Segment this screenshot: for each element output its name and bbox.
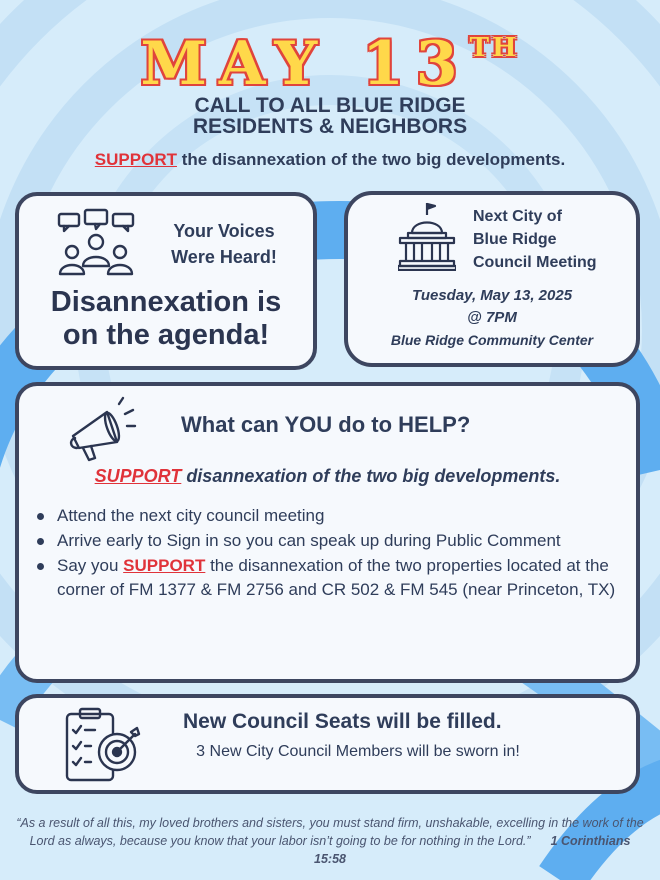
- help-heading: What can YOU do to HELP?: [181, 412, 471, 437]
- call-line-1: CALL TO ALL BLUE RIDGE: [194, 94, 466, 117]
- meeting-heading: [473, 205, 633, 274]
- call-to-residents: [0, 95, 660, 137]
- action-item-arrive: Arrive early to Sign in so you can speak up during Public Comment: [35, 529, 631, 553]
- help-support-word: SUPPORT: [94, 466, 182, 486]
- meeting-venue: Blue Ridge Community Center: [390, 332, 594, 348]
- capitol-building-icon: [398, 201, 456, 271]
- meeting-heading-line-3: Council Meeting: [473, 254, 597, 271]
- seats-heading: New Council Seats will be filled.: [183, 710, 502, 733]
- quote-reference: 1 Corinthians 15:58: [314, 834, 631, 866]
- support-banner: [0, 150, 660, 170]
- help-card: [15, 382, 640, 683]
- meeting-heading-line-2: Blue Ridge: [473, 231, 557, 248]
- seats-subheading: 3 New City Council Members will be sworn in!: [196, 743, 520, 760]
- help-support-line: [19, 466, 636, 487]
- meeting-date: Tuesday, May 13, 2025: [411, 287, 573, 304]
- action-item-say-support: [35, 554, 631, 602]
- agenda-line-2: on the agenda!: [62, 319, 270, 351]
- seats-card: [15, 694, 640, 794]
- voices-heading-line-2: Were Heard!: [171, 247, 277, 267]
- quote-text: “As a result of all this, my loved brothers and sisters, you must stand firm, unshakable, excelling in the work of the Lord as always, because you know that your labor isn’t going to be for nothing in the Lord.”: [16, 816, 644, 848]
- voices-heading: [149, 218, 299, 270]
- say-support-word: SUPPORT: [123, 556, 206, 575]
- agenda-line-1: Disannexation is: [50, 286, 282, 318]
- headline-suffix: TH: [469, 33, 520, 63]
- meeting-heading-line-1: Next City of: [473, 208, 562, 225]
- checklist-target-icon: [63, 706, 143, 786]
- action-list: [35, 504, 631, 603]
- bible-quote: [14, 814, 646, 868]
- call-line-2: RESIDENTS & NEIGHBORS: [192, 115, 468, 138]
- megaphone-icon: [67, 396, 137, 466]
- support-word: SUPPORT: [94, 150, 177, 169]
- agenda-announcement: [19, 286, 313, 352]
- action-item-attend: Attend the next city council meeting: [35, 504, 631, 528]
- say-prefix: Say you: [57, 556, 124, 575]
- people-speech-icon: [57, 208, 135, 284]
- meeting-time: @ 7PM: [467, 309, 517, 326]
- meeting-datetime: [348, 285, 636, 329]
- headline-date: MAY 13: [140, 29, 470, 99]
- voices-card: [15, 192, 317, 370]
- voices-heading-line-1: Your Voices: [173, 221, 275, 241]
- headline: [0, 12, 660, 100]
- say-rest: the disannexation of the two properties located at the corner of FM 1377 & FM 2756 and CR 502 & FM 545 (near Princeton, TX): [57, 556, 616, 599]
- help-support-text: disannexation of the two big developments.: [181, 466, 561, 486]
- support-text: the disannexation of the two big developments.: [176, 150, 566, 169]
- meeting-card: [344, 191, 640, 367]
